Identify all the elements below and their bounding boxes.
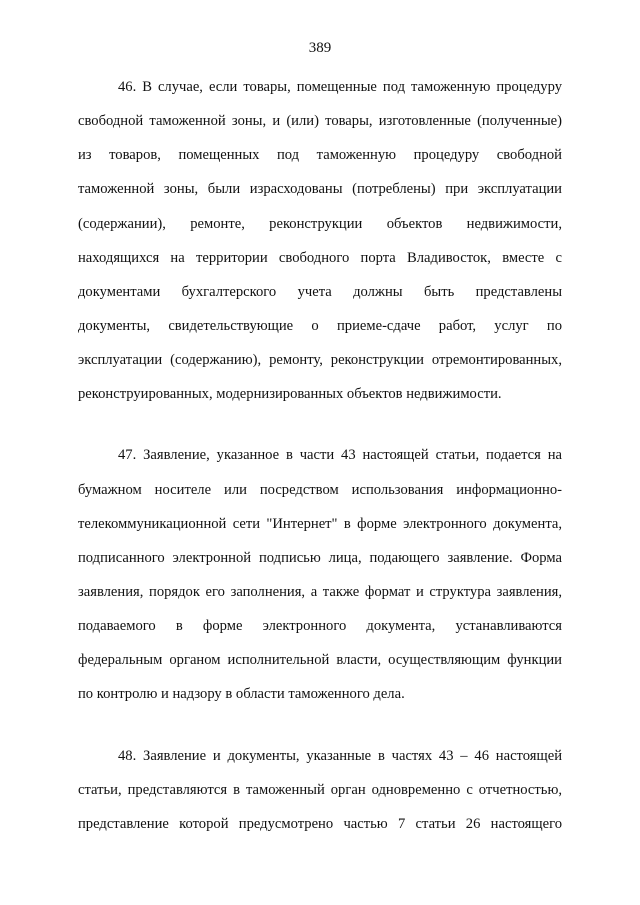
text-line: документы, свидетельствующие о приеме-сдаче работ, услуг по [78, 317, 562, 334]
text-line: из товаров, помещенных под таможенную процедуру свободной [78, 147, 562, 164]
text-line: по контролю и надзору в области таможенного дела. [78, 686, 405, 703]
page-number: 389 [308, 40, 332, 56]
text-line: подаваемого в форме электронного документа, устанавливаются [78, 618, 562, 635]
text-line: таможенной зоны, были израсходованы (потреблены) при эксплуатации [78, 181, 562, 198]
text-line: реконструированных, модернизированных объектов недвижимости. [78, 386, 502, 403]
text-line: федеральным органом исполнительной власти, осуществляющим функции [78, 652, 562, 669]
text-line: 47. Заявление, указанное в части 43 настоящей статьи, подается на [118, 447, 562, 464]
text-line: подписанного электронной подписью лица, подающего заявление. Форма [78, 549, 562, 566]
text-line: представление которой предусмотрено частью 7 статьи 26 настоящего [78, 815, 562, 832]
text-line: заявления, порядок его заполнения, а также формат и структура заявления, [78, 583, 562, 600]
text-line: эксплуатации (содержанию), ремонту, реконструкции отремонтированных, [78, 352, 562, 369]
text-line: 48. Заявление и документы, указанные в частях 43 – 46 настоящей [118, 747, 562, 764]
text-line: 46. В случае, если товары, помещенные под таможенную процедуру [118, 79, 562, 95]
text-line: свободной таможенной зоны, и (или) товары, изготовленные (полученные) [78, 113, 562, 130]
paragraph-48 [78, 744, 562, 846]
text-line: телекоммуникационной сети "Интернет" в форме электронного документа, [78, 515, 562, 532]
paragraph-47 [78, 443, 562, 716]
text-line: документами бухгалтерского учета должны быть представлены [78, 283, 562, 300]
text-line: находящихся на территории свободного порта Владивосток, вместе с [78, 249, 562, 266]
text-line: (содержании), ремонте, реконструкции объектов недвижимости, [78, 215, 562, 232]
paragraph-46 [78, 75, 562, 416]
text-line: бумажном носителе или посредством использования информационно- [78, 481, 562, 498]
text-line: статьи, представляются в таможенный орган одновременно с отчетностью, [78, 781, 562, 798]
document-body [78, 75, 562, 873]
